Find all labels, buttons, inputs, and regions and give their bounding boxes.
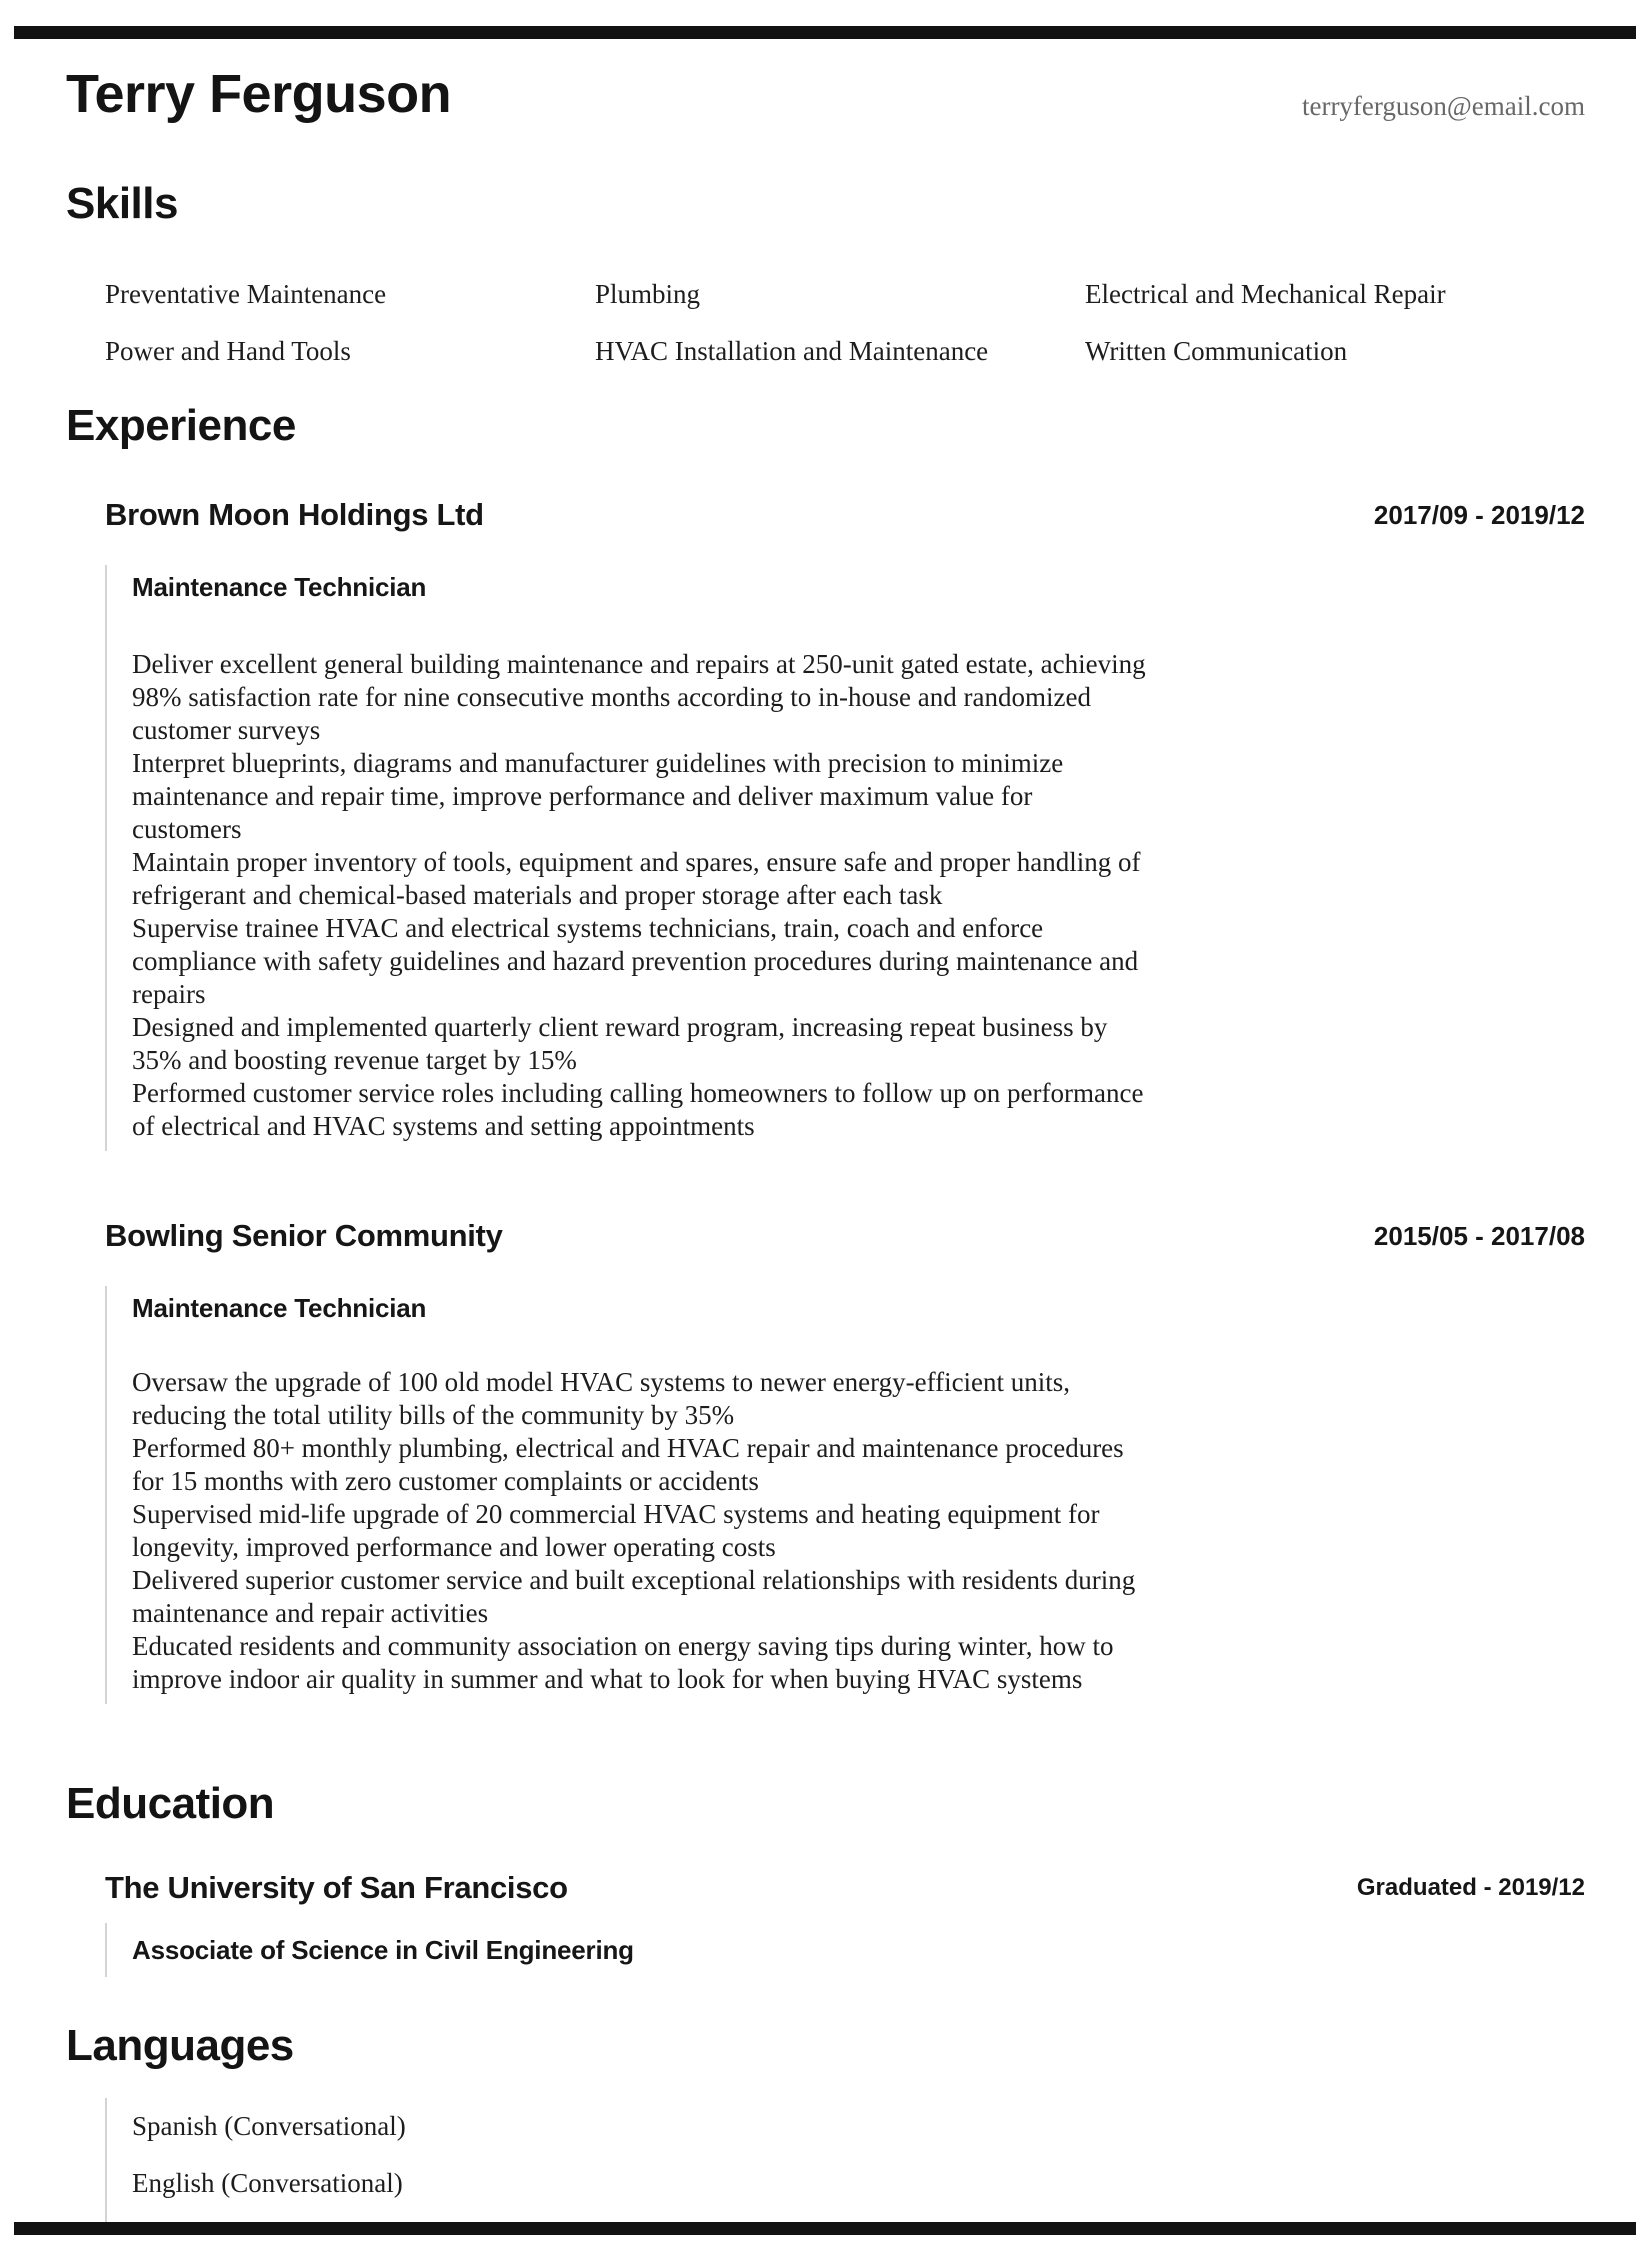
role-block <box>105 1286 1585 1704</box>
languages-section <box>66 2020 1585 2228</box>
job-description <box>132 648 1147 1143</box>
employment-dates: 2015/05 - 2017/08 <box>1373 1221 1585 1251</box>
skills-section <box>66 178 1585 368</box>
job-description-item: Deliver excellent general building maintenance and repairs at 250-unit gated estate, achieving 98% satisfaction rate for nine consecutive months according to in-house and randomized customer surveys <box>132 649 1146 745</box>
job-description-item: Supervised mid-life upgrade of 20 commercial HVAC systems and heating equipment for longevity, improved performance and lower operating costs <box>132 1499 1100 1562</box>
job-description-item: Interpret blueprints, diagrams and manufacturer guidelines with precision to minimize maintenance and repair time, improve performance and deliver maximum value for customers <box>132 748 1064 844</box>
experience-entry <box>105 497 1585 1151</box>
experience-section <box>66 400 1585 452</box>
job-description-item: Supervise trainee HVAC and electrical systems technicians, train, coach and enforce compliance with safety guidelines and hazard prevention procedures during maintenance and repairs <box>132 913 1139 1009</box>
job-description-item: Oversaw the upgrade of 100 old model HVAC systems to newer energy-efficient units, reducing the total utility bills of the community by 35% <box>132 1367 1071 1430</box>
job-title: Maintenance Technician <box>132 1293 427 1323</box>
education-entry-header <box>105 1870 1585 1906</box>
degree-block <box>105 1923 1585 1977</box>
job-description-item: Delivered superior customer service and built exceptional relationships with residents during maintenance and repair activities <box>132 1565 1136 1628</box>
job-description-item: Educated residents and community association on energy saving tips during winter, how to improve indoor air quality in summer and what to look for when buying HVAC systems <box>132 1631 1114 1694</box>
top-rule-bar <box>14 26 1636 39</box>
skills-section-title: Skills <box>66 179 178 228</box>
employment-dates: 2017/09 - 2019/12 <box>1373 500 1585 530</box>
graduation-date: Graduated - 2019/12 <box>1356 1874 1585 1901</box>
job-description-item: Designed and implemented quarterly client reward program, increasing repeat business by 35% and boosting revenue target by 15% <box>132 1012 1108 1075</box>
company-name: Bowling Senior Community <box>105 1218 503 1253</box>
job-title: Maintenance Technician <box>132 572 427 602</box>
skill-item: Power and Hand Tools <box>105 336 351 366</box>
email-address: terryferguson@email.com <box>1301 91 1585 121</box>
experience-section-title: Experience <box>66 401 296 450</box>
skill-item: Preventative Maintenance <box>105 279 387 309</box>
skill-item: Written Communication <box>1085 336 1348 366</box>
skill-item: HVAC Installation and Maintenance <box>595 336 989 366</box>
job-description <box>132 1366 1147 1696</box>
languages-section-title: Languages <box>66 2021 294 2070</box>
person-name: Terry Ferguson <box>66 64 452 124</box>
bottom-rule-bar <box>14 2222 1636 2235</box>
language-item: English (Conversational) <box>132 2168 403 2198</box>
degree-name: Associate of Science in Civil Engineering <box>132 1935 634 1965</box>
skill-item: Electrical and Mechanical Repair <box>1085 279 1446 309</box>
education-section <box>66 1778 1585 1977</box>
language-item: Spanish (Conversational) <box>132 2111 406 2141</box>
experience-entry <box>105 1218 1585 1704</box>
job-description-item: Maintain proper inventory of tools, equipment and spares, ensure safe and proper handling of refrigerant and chemical-based materials and proper storage after each task <box>132 847 1141 910</box>
school-name: The University of San Francisco <box>105 1870 568 1905</box>
company-name: Brown Moon Holdings Ltd <box>105 497 484 532</box>
job-description-item: Performed 80+ monthly plumbing, electrical and HVAC repair and maintenance procedures for 15 months with zero customer complaints or accidents <box>132 1433 1124 1496</box>
experience-entry-header <box>105 497 1585 533</box>
skill-item: Plumbing <box>595 279 701 309</box>
education-section-title: Education <box>66 1779 275 1828</box>
skills-grid <box>105 278 1585 368</box>
job-description-item: Performed customer service roles including calling homeowners to follow up on performance of electrical and HVAC systems and setting appointments <box>132 1078 1144 1141</box>
languages-list <box>105 2098 1585 2228</box>
experience-entry-header <box>105 1218 1585 1254</box>
resume-header <box>66 62 1585 127</box>
role-block <box>105 565 1585 1151</box>
